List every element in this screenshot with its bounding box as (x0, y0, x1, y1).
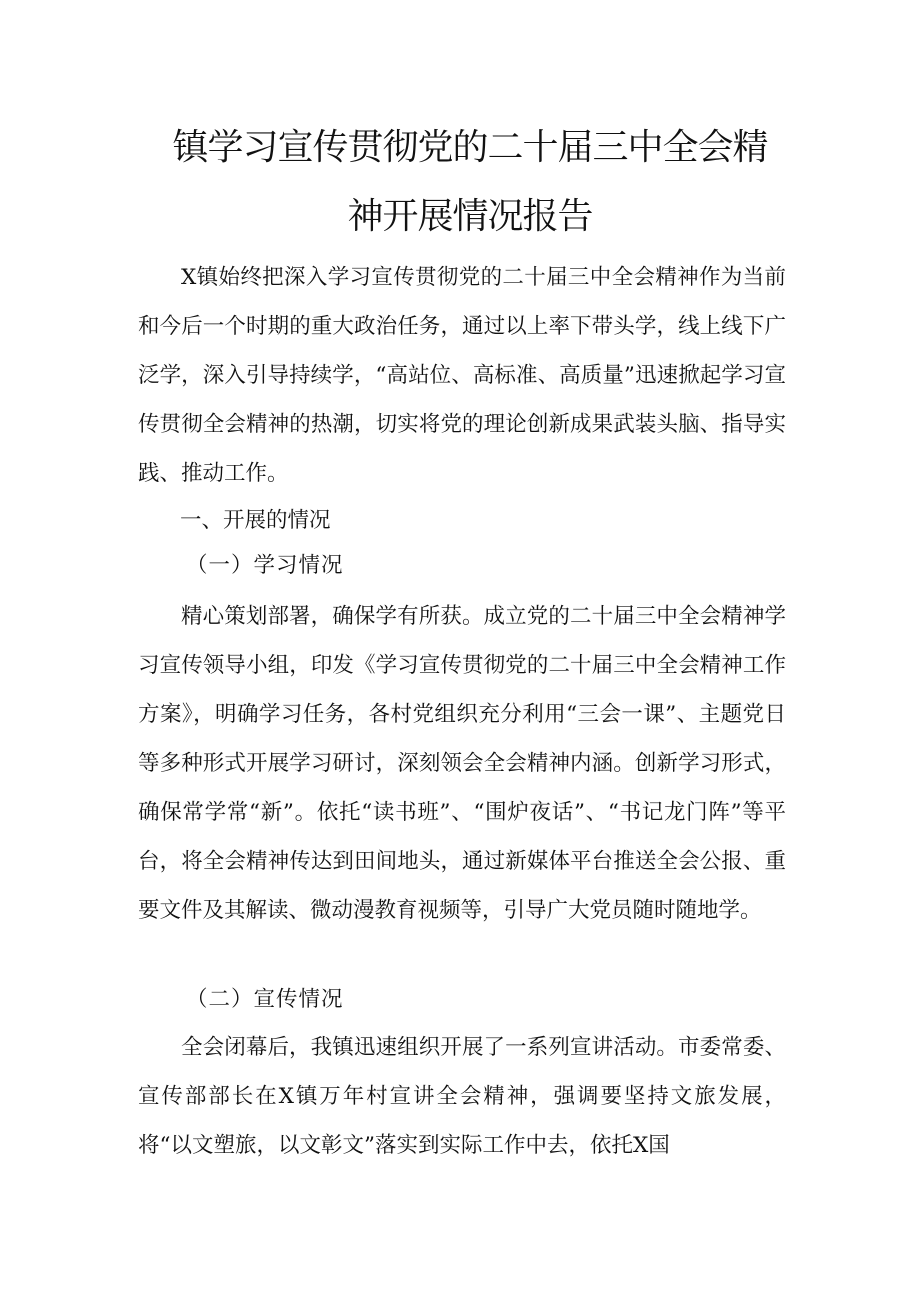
subsection-heading-study: （一）学习情况 (186, 553, 344, 578)
intro-paragraph: X镇始终把深入学习宣传贯彻党的二十届三中全会精神作为当前和今后一个时期的重大政治任务，通过以上率下带头学，线上线下广泛学，深入引导持续学，“高站位、高标准、高质量”迅速掀起学习宣传贯彻全会精神的热潮，切实将党的理论创新成果武装头脑、指导实践、推动工作。 (138, 265, 786, 486)
section-heading-1: 一、开展的情况 (180, 508, 331, 533)
document-title-line-2: 神开展情况报告 (347, 196, 593, 237)
publicity-paragraph: 全会闭幕后，我镇迅速组织开展了一系列宣讲活动。市委常委、宣传部部长在X镇万年村宣讲全会精神，强调要坚持文旅发展，将“以文塑旅，以文彰文”落实到实际工作中去，依托X国 (138, 1035, 786, 1158)
subsection-heading-publicity: （二）宣传情况 (186, 987, 344, 1012)
document-title-line-1: 镇学习宣传贯彻党的二十届三中全会精 (172, 127, 768, 168)
study-paragraph: 精心策划部署，确保学有所获。成立党的二十届三中全会精神学习宣传领导小组，印发《学习宣传贯彻党的二十届三中全会精神工作方案》，明确学习任务，各村党组织充分利用“三会一课”、主题党日等多种形式开展学习研讨，深刻领会全会精神内涵。创新学习形式，确保常学常“新”。依托“读书班”、“围炉夜话”、“书记龙门阵”等平台，将全会精神传达到田间地头，通过新媒体平台推送全会公报、重要文件及其解读、微动漫教育视频等，引导广大党员随时随地学。 (138, 604, 786, 923)
